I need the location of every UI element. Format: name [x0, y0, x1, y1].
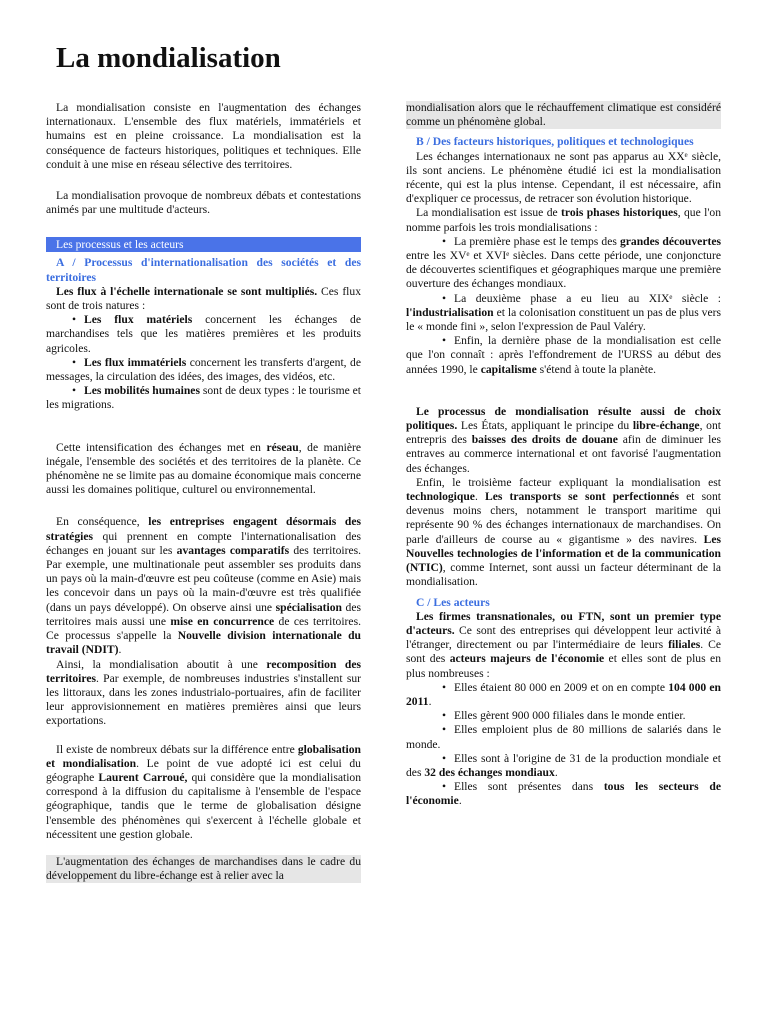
section-heading-processus: Les processus et les acteurs — [46, 237, 361, 252]
list-item-phase-2 — [406, 292, 721, 335]
list-item-phase-1 — [406, 235, 721, 292]
paragraph-libre-echange: L'augmentation des échanges de marchandises dans le cadre du développement du libre-échange est à relier avec la — [46, 854, 361, 883]
bold-text: spécialisation — [275, 600, 342, 614]
text-run: Enfin, le troisième facteur expliquant la mondialisation est — [416, 475, 721, 489]
text-run: En conséquence, — [56, 515, 149, 529]
paragraph-choix-politiques — [406, 405, 721, 476]
flux-rest: Ces flux sont de trois natures : — [46, 284, 361, 313]
text-run: Ainsi, la mondialisation aboutit à une — [56, 657, 267, 671]
text-run: . Le point de vue adopté ici est celui du géographe — [46, 756, 361, 784]
text-run: des territoires mais aussi une — [46, 600, 361, 628]
bold-text: grandes découvertes — [619, 234, 721, 248]
text-run: Elles emploient plus de 80 millions de salariés dans le monde. — [406, 723, 721, 751]
bullet-icon: • — [441, 723, 446, 737]
text-run: s'étend à toute la planète. — [536, 362, 657, 376]
paragraph-ftn — [406, 610, 721, 681]
bold-text: filiales — [668, 638, 701, 652]
text-run: Enfin, la dernière phase de la mondialisation est celle que l'on connaît : après l'effondrement de l'URSS au début des années 1990, le — [406, 334, 721, 376]
subheading-a-title: Processus d'internationalisation des sociétés et des territoires — [46, 256, 361, 284]
text-run: Elles sont à l'origine de 31 de la production mondiale et des — [406, 751, 721, 779]
text-run: Ce sont des entreprises qui développent leur activité à l'étranger, directement ou par l'intermédiaire de leurs — [406, 623, 721, 652]
bold-text: Nouvelle division internationale du travail (NDIT) — [46, 629, 361, 657]
list-item-flux-immateriels — [46, 356, 361, 384]
text-run: Elles gèrent 900 000 filiales dans le monde entier. — [454, 709, 686, 723]
list-item-ftn-production — [406, 752, 721, 780]
text-run: . — [554, 765, 558, 779]
text-run: . Par exemple, de nombreuses industries s'installent sur les littoraux, dans les zones industrialo-portuaires, afin de faciliter leur approvisionnement en matières premières ainsi que leurs exportations. — [46, 671, 361, 728]
paragraph-historique: Les échanges internationaux ne sont pas apparus au XXᵉ siècle, ils sont anciens. Le phénomène étudié ici est la mondialisation récente, qui est la plus intense. Cependant, il est nécessaire, afin d'expliquer ce processus, de retracer son évolution historique. — [406, 149, 721, 206]
bold-text: mise en concurrence — [170, 614, 275, 628]
left-column — [46, 101, 361, 883]
text-run: . — [474, 490, 485, 504]
text-run: . — [118, 643, 122, 657]
bold-text: libre-échange — [632, 419, 700, 433]
subheading-c-title: Les acteurs — [433, 595, 490, 609]
paragraph-trois-phases — [406, 206, 721, 234]
bold-text: baisses des droits de douane — [471, 433, 618, 447]
paragraph-technologique — [406, 476, 721, 590]
bold-text: 104 000 en 2011 — [406, 680, 721, 708]
text-run: entre les XVᵉ et XVIᵉ siècles. Dans cette période, une conjoncture de découvertes scientifiques et géographiques marque une première ouverture des échanges mondiaux. — [406, 249, 721, 291]
subheading-a-letter: A / — [56, 256, 76, 270]
continued-paragraph: mondialisation alors que le réchauffement climatique est considéré comme un phénomène global. — [406, 101, 721, 129]
list-item-ftn-salaries — [406, 723, 721, 751]
bold-text: tous les secteurs de l'économie — [406, 780, 721, 808]
text-run: afin de diminuer les entraves au commerce international et ont favorisé l'augmentation des échanges. — [406, 433, 721, 475]
text-run: Il existe de nombreux débats sur la différence entre — [56, 742, 298, 756]
text-run: . — [458, 794, 462, 808]
bold-text: Les Nouvelles technologies de l'information et de la communication (NTIC) — [406, 532, 721, 575]
text-run: , que l'on nomme parfois les trois mondialisations : — [406, 206, 722, 234]
bold-text: capitalisme — [480, 362, 537, 376]
text-run: , de manière inégale, l'ensemble des sociétés et des territoires de la planète. Ce phénomène ne se limite pas au domaine économique mais concerne aussi les domaines politique, culturel ou environnemental. — [46, 440, 361, 497]
text-run: Les États, appliquant le principe du — [457, 419, 633, 433]
text-run: , ont entrepris des — [406, 419, 721, 447]
flux-lead: Les flux à l'échelle internationale se sont multipliés. — [56, 284, 318, 298]
bold-text: l'industrialisation — [406, 305, 494, 319]
text-run: La première phase est le temps des — [454, 234, 620, 248]
intro-paragraph-1: La mondialisation consiste en l'augmentation des échanges internationaux. L'ensemble des flux matériels, immatériels et humains est en pleine croissance. La mondialisation est la conséquence de facteurs historiques, politiques et techniques. Elle conduit à une mise en réseau sélective des territoires. — [46, 101, 361, 171]
list-item-bold: Les flux immatériels — [84, 355, 187, 369]
subheading-b — [406, 135, 721, 149]
right-column — [406, 101, 721, 809]
list-item-flux-materiels — [46, 313, 361, 356]
list-item-ftn-filiales — [406, 709, 721, 723]
bold-text: acteurs majeurs de l'économie — [449, 652, 605, 666]
subheading-b-title: Des facteurs historiques, politiques et technologiques — [432, 135, 694, 149]
paragraph-reseau — [46, 441, 361, 498]
subheading-a — [46, 256, 361, 284]
bullet-icon: • — [441, 751, 446, 765]
list-item-text: sont de deux types : le tourisme et les migrations. — [46, 384, 361, 412]
bold-text: Les firmes transnationales, ou FTN, sont un premier type d'acteurs. — [406, 609, 721, 637]
text-run: et la colonisation constituent un pas de plus vers le « monde fini », selon l'expression de Paul Valéry. — [406, 305, 721, 334]
intro-paragraph-2: La mondialisation provoque de nombreux débats et contestations animés par une multitude d'acteurs. — [46, 189, 361, 217]
bold-text: Les transports se sont perfectionnés — [484, 490, 680, 504]
bullet-icon: • — [441, 291, 446, 305]
text-run: La deuxième phase a eu lieu au XIXᵉ siècle : — [454, 291, 721, 305]
list-item-text: concernent les transferts d'argent, de messages, la circulation des idées, des images, des vidéos, etc. — [46, 355, 361, 384]
text-run: Elles étaient 80 000 en 2009 et on en compte — [454, 680, 669, 694]
list-item-mobilites — [46, 384, 361, 412]
text-run: La mondialisation est issue de — [416, 206, 562, 220]
text-run: qui considère que la mondialisation correspond à la diffusion du capitalisme à l'ensemble de l'espace géographique, tandis que le terme de globalisation désigne l'ensemble des phénomènes qui s'exercent à l'échelle globale et nécessitent une gestion globale. — [46, 770, 362, 841]
paragraph-debats — [46, 743, 361, 842]
subheading-c — [406, 596, 721, 610]
text-run: de ces territoires. Ce processus s'appelle la — [46, 614, 361, 643]
text-run: Elles sont présentes dans — [454, 780, 604, 794]
list-item-bold: Les mobilités humaines — [84, 384, 200, 398]
bold-text: réseau — [266, 440, 299, 454]
text-run: . Ce sont des — [406, 638, 721, 666]
subheading-b-letter: B / — [416, 135, 430, 149]
page-title: La mondialisation — [56, 42, 281, 74]
bullet-icon: • — [441, 780, 446, 794]
list-item-text: concernent les échanges de marchandises tels que les matières premières et les produits agricoles. — [46, 313, 361, 355]
bold-text: les entreprises engagent désormais des stratégies — [46, 515, 361, 543]
text-run: des territoires. Par exemple, une multinationale peut assembler ses produits dans un pays où la main-d'œuvre est peu coûteuse (comme en Asie) mais les concevoir dans un pays où la main-d'œuvre est très qualifiée (dans un pays développé). On observe ainsi une — [46, 543, 362, 614]
flux-paragraph — [46, 285, 361, 313]
text-run: . — [428, 694, 432, 708]
bullet-icon: • — [441, 680, 446, 694]
list-item-phase-3 — [406, 334, 721, 377]
bullet-icon: • — [441, 709, 446, 723]
bold-text: avantages comparatifs — [176, 543, 290, 557]
bold-text: Laurent Carroué, — [98, 770, 188, 784]
list-item-ftn-secteurs — [406, 780, 721, 808]
text-run: Cette intensification des échanges met en — [56, 440, 267, 454]
bullet-icon: • — [71, 355, 76, 369]
text-run: et elles sont de plus en plus nombreuses : — [406, 652, 721, 680]
text-run: , comme Internet, sont aussi un facteur déterminant de la mondialisation. — [406, 561, 721, 589]
bold-text: Le processus de mondialisation résulte aussi de choix politiques. — [406, 404, 721, 433]
list-item-ftn-count — [406, 681, 721, 709]
list-item-bold: Les flux matériels — [84, 313, 193, 327]
text-run: et sont devenus moins chers, notamment le transport maritime qui représente 90 % des échanges internationaux de marchandises. On parle d'ailleurs de course au « gigantisme » des navires. — [406, 490, 721, 546]
bold-text: 32 des échanges mondiaux — [424, 765, 555, 779]
bold-text: technologique — [406, 490, 475, 504]
bullet-icon: • — [441, 234, 446, 248]
paragraph-recomposition — [46, 658, 361, 729]
bold-text: trois phases historiques — [561, 206, 678, 220]
text-run: qui prennent en compte l'internationalisation des échanges en jouant sur les — [46, 529, 361, 557]
bullet-icon: • — [71, 313, 76, 327]
bold-text: recomposition des territoires — [46, 657, 361, 685]
bold-text: globalisation et mondialisation — [46, 742, 361, 770]
subheading-c-letter: C / — [416, 595, 431, 609]
paragraph-strategies — [46, 515, 361, 657]
bullet-icon: • — [71, 384, 76, 398]
bullet-icon: • — [441, 334, 446, 348]
